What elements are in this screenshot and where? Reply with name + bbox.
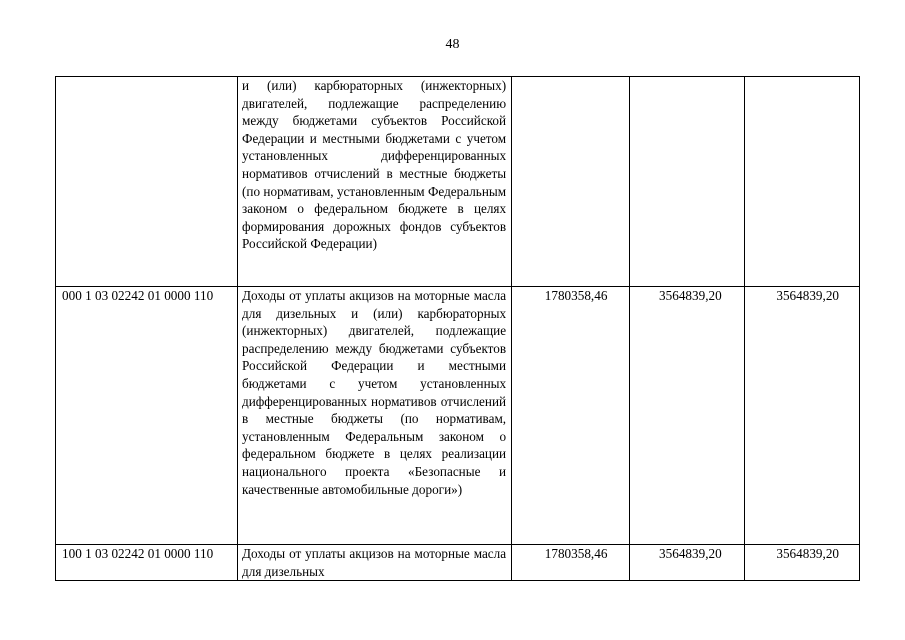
- amount-cell-3: 3564839,20: [744, 287, 859, 545]
- amount-cell-3: 3564839,20: [744, 545, 859, 581]
- page-number: 48: [445, 37, 460, 52]
- table-row: [56, 287, 860, 545]
- amount-cell-2: [630, 77, 744, 287]
- budget-table: [55, 76, 860, 581]
- amount-cell-2: 3564839,20: [630, 287, 744, 545]
- amount-cell-3: [744, 77, 859, 287]
- income-code-cell: 100 1 03 02242 01 0000 110: [56, 545, 238, 581]
- amount-cell-2: 3564839,20: [630, 545, 744, 581]
- income-code-cell: 000 1 03 02242 01 0000 110: [56, 287, 238, 545]
- amount-cell-1: 1780358,46: [512, 287, 630, 545]
- amount-cell-1: [512, 77, 630, 287]
- income-code-cell: [56, 77, 238, 287]
- table-row: [56, 77, 860, 287]
- income-name-cell: Доходы от уплаты акцизов на моторные масла для дизельных и (или) карбюраторных (инжекторных) двигателей, подлежащие распределению между бюджетами субъектов Российской Федерации и местными бюджетами с учетом установленных дифференцированных нормативов отчислений в местные бюджеты (по нормативам, установленным Федеральным законом о федеральном бюджете в целях реализации национального проекта «Безопасные и качественные автомобильные дороги»): [238, 287, 512, 545]
- income-name-cell: Доходы от уплаты акцизов на моторные масла для дизельных: [238, 545, 512, 581]
- amount-cell-1: 1780358,46: [512, 545, 630, 581]
- income-name-cell: и (или) карбюраторных (инжекторных) двигателей, подлежащие распределению между бюджетами субъектов Российской Федерации и местными бюджетами с учетом установленных дифференцированных нормативов отчислений в местные бюджеты (по нормативам, установленным Федеральным законом о федеральном бюджете в целях формирования дорожных фондов субъектов Российской Федерации): [238, 77, 512, 287]
- table-row: [56, 545, 860, 581]
